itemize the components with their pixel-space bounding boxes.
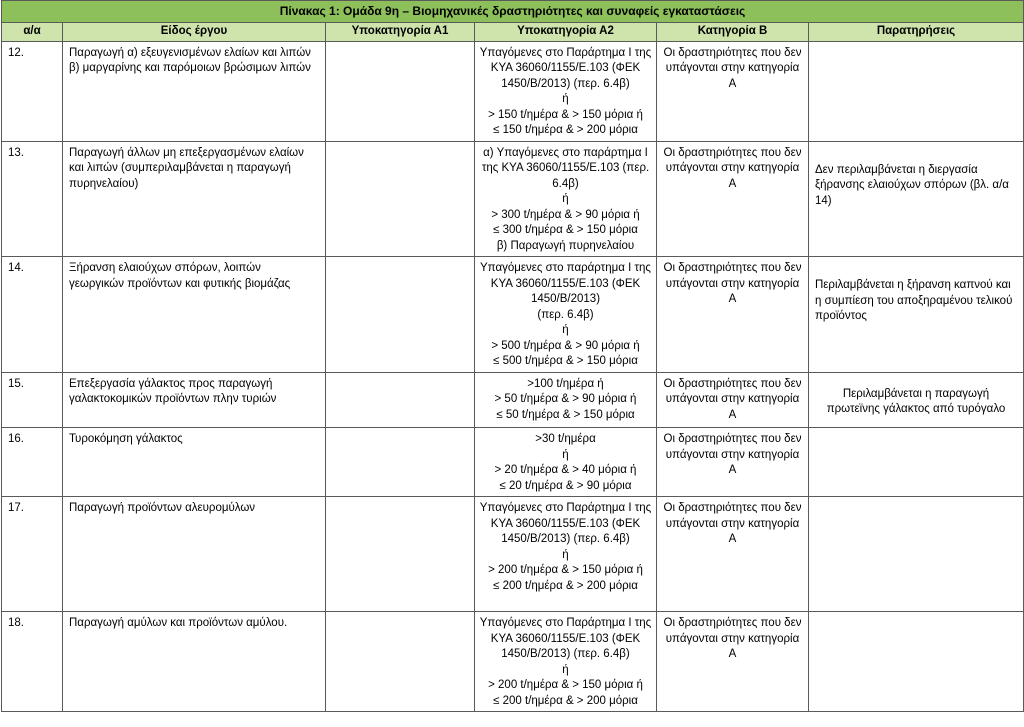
row-subcategory-a2: >30 t/ημέρα ή > 20 t/ημέρα & > 40 μόρια ή ≤ 20 t/ημέρα & > 90 μόρια	[475, 428, 657, 497]
table-row	[2, 257, 1024, 373]
row-work-type: Παραγωγή αμύλων και προϊόντων αμύλου.	[63, 612, 326, 712]
row-category-b: Οι δραστηριότητες που δεν υπάγονται στην κατηγορία Α	[657, 497, 809, 612]
row-subcategory-a1	[326, 41, 475, 141]
row-number: 15.	[2, 372, 63, 428]
row-subcategory-a1	[326, 497, 475, 612]
row-subcategory-a2: α) Υπαγόμενες στο παράρτημα I της ΚΥΑ 36060/1155/Ε.103 (περ. 6.4β) ή > 300 t/ημέρα & > 90 μόρια ή ≤ 300 t/ημέρα & > 150 μόρια β) Παραγωγή πυρηνελαίου	[475, 141, 657, 257]
table-title-row	[2, 1, 1024, 23]
row-category-b: Οι δραστηριότητες που δεν υπάγονται στην κατηγορία Α	[657, 612, 809, 712]
header-subcategory-a2: Υποκατηγορία Α2	[475, 23, 657, 42]
row-notes	[809, 41, 1024, 141]
row-number: 17.	[2, 497, 63, 612]
row-subcategory-a2: Υπαγόμενες στο παράρτημα I της ΚΥΑ 36060/1155/Ε.103 (ΦΕΚ 1450/Β/2013) (περ. 6.4β) ή > 500 t/ημέρα & > 90 μόρια ή ≤ 500 t/ημέρα & > 150 μόρια	[475, 257, 657, 373]
row-work-type: Τυροκόμηση γάλακτος	[63, 428, 326, 497]
row-notes: Δεν περιλαμβάνεται η διεργασία ξήρανσης ελαιούχων σπόρων (βλ. α/α 14)	[809, 141, 1024, 257]
row-work-type: Παραγωγή α) εξευγενισμένων ελαίων και λιπών β) μαργαρίνης και παρόμοιων βρώσιμων λιπών	[63, 41, 326, 141]
row-subcategory-a1	[326, 141, 475, 257]
row-notes	[809, 428, 1024, 497]
row-work-type: Παραγωγή άλλων μη επεξεργασμένων ελαίων και λιπών (συμπεριλαμβάνεται η παραγωγή πυρηνελαίου)	[63, 141, 326, 257]
row-subcategory-a1	[326, 257, 475, 373]
header-notes: Παρατηρήσεις	[809, 23, 1024, 42]
row-category-b: Οι δραστηριότητες που δεν υπάγονται στην κατηγορία Α	[657, 41, 809, 141]
table-title: Πίνακας 1: Ομάδα 9η – Βιομηχανικές δραστηριότητες και συναφείς εγκαταστάσεις	[2, 1, 1024, 23]
row-category-b: Οι δραστηριότητες που δεν υπάγονται στην κατηγορία Α	[657, 372, 809, 428]
row-notes: Περιλαμβάνεται η ξήρανση καπνού και η συμπίεση του αποξηραμένου τελικού προϊόντος	[809, 257, 1024, 373]
row-category-b: Οι δραστηριότητες που δεν υπάγονται στην κατηγορία Α	[657, 141, 809, 257]
row-subcategory-a2: Υπαγόμενες στο Παράρτημα I της ΚΥΑ 36060/1155/Ε.103 (ΦΕΚ 1450/Β/2013) (περ. 6.4β) ή > 200 t/ημέρα & > 150 μόρια ή ≤ 200 t/ημέρα & > 200 μόρια	[475, 497, 657, 612]
row-number: 16.	[2, 428, 63, 497]
row-number: 12.	[2, 41, 63, 141]
header-work-type: Είδος έργου	[63, 23, 326, 42]
row-number: 13.	[2, 141, 63, 257]
row-notes	[809, 612, 1024, 712]
row-number: 18.	[2, 612, 63, 712]
row-notes	[809, 497, 1024, 612]
row-work-type: Παραγωγή προϊόντων αλευρομύλων	[63, 497, 326, 612]
row-category-b: Οι δραστηριότητες που δεν υπάγονται στην κατηγορία Α	[657, 428, 809, 497]
table-row	[2, 372, 1024, 428]
table-row	[2, 141, 1024, 257]
row-subcategory-a1	[326, 612, 475, 712]
row-work-type: Επεξεργασία γάλακτος προς παραγωγή γαλακτοκομικών προϊόντων πλην τυριών	[63, 372, 326, 428]
category-table	[1, 0, 1024, 712]
table-header-row	[2, 23, 1024, 42]
row-category-b: Οι δραστηριότητες που δεν υπάγονται στην κατηγορία Α	[657, 257, 809, 373]
row-work-type: Ξήρανση ελαιούχων σπόρων, λοιπών γεωργικών προϊόντων και φυτικής βιομάζας	[63, 257, 326, 373]
row-subcategory-a2: Υπαγόμενες στο Παράρτημα I της ΚΥΑ 36060/1155/Ε.103 (ΦΕΚ 1450/Β/2013) (περ. 6.4β) ή > 200 t/ημέρα & > 150 μόρια ή ≤ 200 t/ημέρα & > 200 μόρια	[475, 612, 657, 712]
header-subcategory-a1: Υποκατηγορία Α1	[326, 23, 475, 42]
row-subcategory-a1	[326, 372, 475, 428]
row-notes: Περιλαμβάνεται η παραγωγή πρωτεϊνης γάλακτος από τυρόγαλο	[809, 372, 1024, 428]
table-row	[2, 497, 1024, 612]
table-row	[2, 428, 1024, 497]
row-subcategory-a2: >100 t/ημέρα ή > 50 t/ημέρα & > 90 μόρια ή ≤ 50 t/ημέρα & > 150 μόρια	[475, 372, 657, 428]
row-subcategory-a2: Υπαγόμενες στο Παράρτημα I της ΚΥΑ 36060/1155/Ε.103 (ΦΕΚ 1450/Β/2013) (περ. 6.4β) ή > 150 t/ημέρα & > 150 μόρια ή ≤ 150 t/ημέρα & > 200 μόρια	[475, 41, 657, 141]
row-number: 14.	[2, 257, 63, 373]
table-row	[2, 41, 1024, 141]
header-category-b: Κατηγορία Β	[657, 23, 809, 42]
header-aa: α/α	[2, 23, 63, 42]
table-row	[2, 612, 1024, 712]
row-subcategory-a1	[326, 428, 475, 497]
